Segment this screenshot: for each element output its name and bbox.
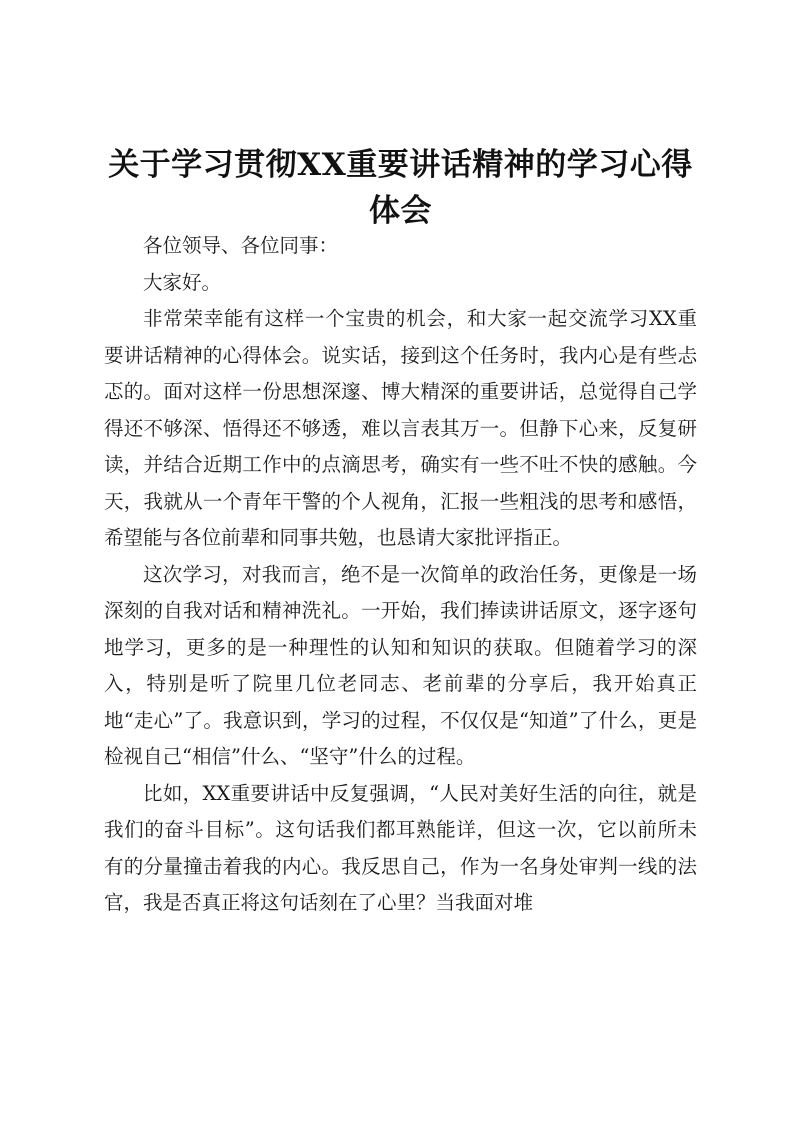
body-paragraph: 比如，XX重要讲话中反复强调，“人民对美好生活的向往，就是我们的奋斗目标”。这句话我们都耳熟能详，但这一次，它以前所未有的分量撞击着我的内心。我反思自己，作为一名身处审判一线的法官，我是否真正将这句话刻在了心里？当我面对堆 <box>104 781 697 914</box>
body-paragraph: 这次学习，对我而言，绝不是一次简单的政治任务，更像是一场深刻的自我对话和精神洗礼。一开始，我们捧读讲话原文，逐字逐句地学习，更多的是一种理性的认知和知识的获取。但随着学习的深入，特别是听了院里几位老同志、老前辈的分享后，我开始真正地“走心”了。我意识到，学习的过程，不仅仅是“知道”了什么，更是检视自己“相信”什么、“坚守”什么的过程。 <box>104 562 697 768</box>
salutation-paragraph: 各位领导、各位同事： <box>143 234 339 257</box>
document-body <box>104 228 697 922</box>
body-paragraph: 非常荣幸能有这样一个宝贵的机会，和大家一起交流学习XX重要讲话精神的心得体会。说实话，接到这个任务时，我内心是有些忐忑的。面对这样一份思想深邃、博大精深的重要讲话，总觉得自己学得还不够深、悟得还不够透，难以言表其万一。但静下心来，反复研读，并结合近期工作中的点滴思考，确实有一些不吐不快的感触。今天，我就从一个青年干警的个人视角，汇报一些粗浅的思考和感悟，希望能与各位前辈和同事共勉，也恳请大家批评指正。 <box>104 307 697 549</box>
greeting-paragraph: 大家好。 <box>143 270 222 294</box>
document-title: 关于学习贯彻XX重要讲话精神的学习心得体会 <box>108 147 693 229</box>
